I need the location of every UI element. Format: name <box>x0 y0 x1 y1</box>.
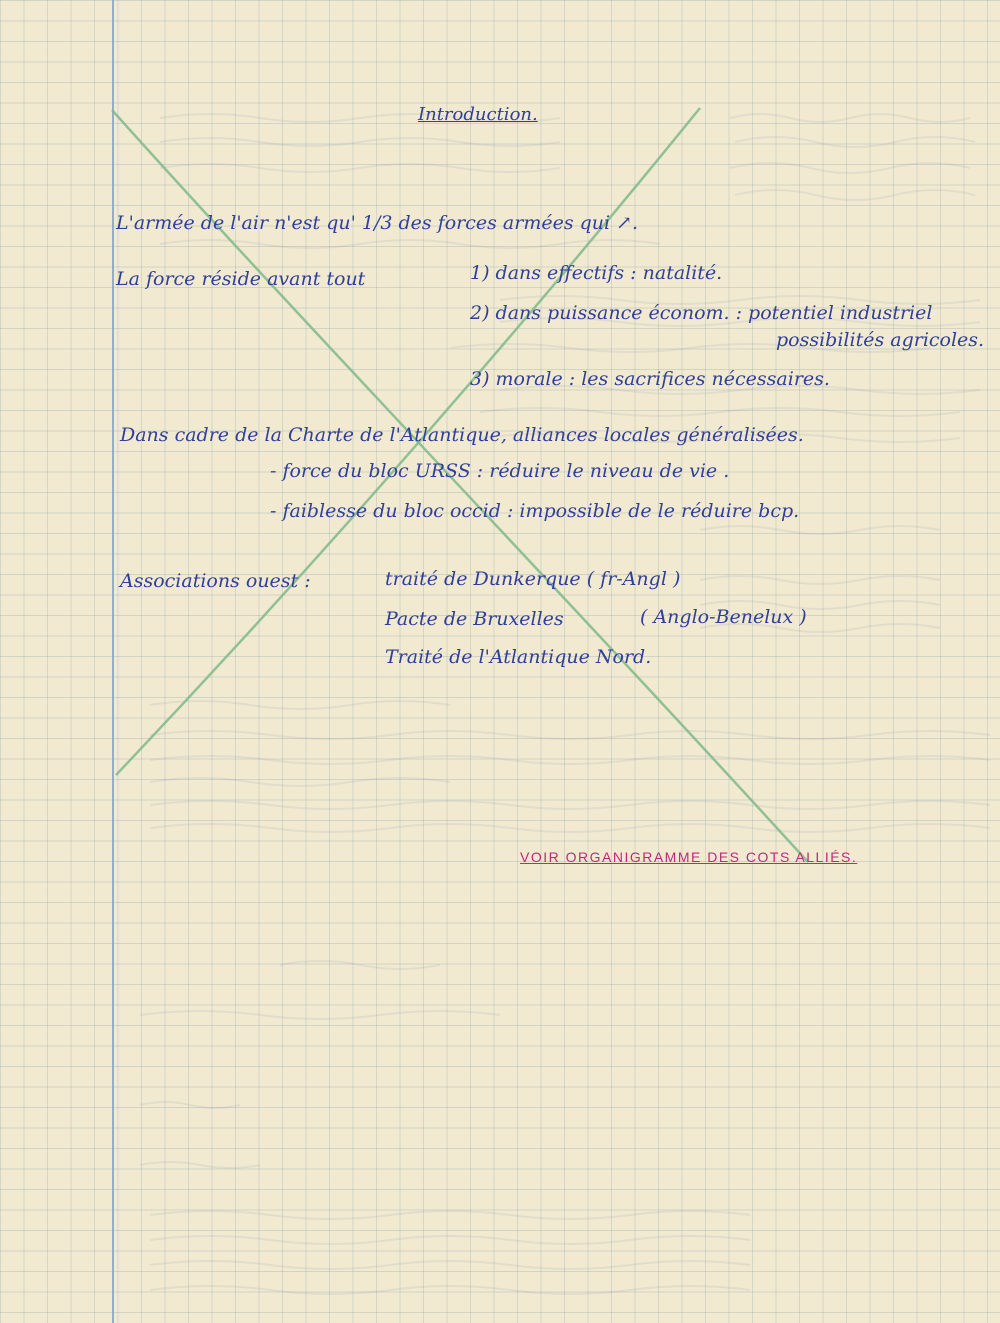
association-bruxelles: Pacte de Bruxelles <box>385 608 564 630</box>
line-armee-air: L'armée de l'air n'est qu' 1/3 des forces armées qui ↗. <box>116 212 639 234</box>
page-title: Introduction. <box>418 104 538 125</box>
charte-line: Dans cadre de la Charte de l'Atlantique, alliances locales généralisées. <box>120 424 804 446</box>
association-anglo-benelux: ( Anglo-Benelux ) <box>640 606 807 628</box>
point-morale: 3) morale : les sacrifices nécessaires. <box>470 368 830 390</box>
point-puissance-cont: possibilités agricoles. <box>776 329 985 351</box>
association-atlantique: Traité de l'Atlantique Nord. <box>385 646 652 668</box>
associations-label: Associations ouest : <box>120 570 311 592</box>
bloc-urss-line: - force du bloc URSS : réduire le niveau de vie . <box>270 460 730 482</box>
force-intro: La force réside avant tout <box>116 268 366 290</box>
point-puissance: 2) dans puissance économ. : potentiel industriel <box>470 302 933 324</box>
bloc-occid-line: - faiblesse du bloc occid : impossible de le réduire bcp. <box>270 500 800 522</box>
point-effectifs: 1) dans effectifs : natalité. <box>470 262 723 284</box>
association-dunkerque: traité de Dunkerque ( fr-Angl ) <box>385 568 681 590</box>
organigramme-note: VOIR ORGANIGRAMME DES COTS ALLIÉS. <box>520 849 858 865</box>
